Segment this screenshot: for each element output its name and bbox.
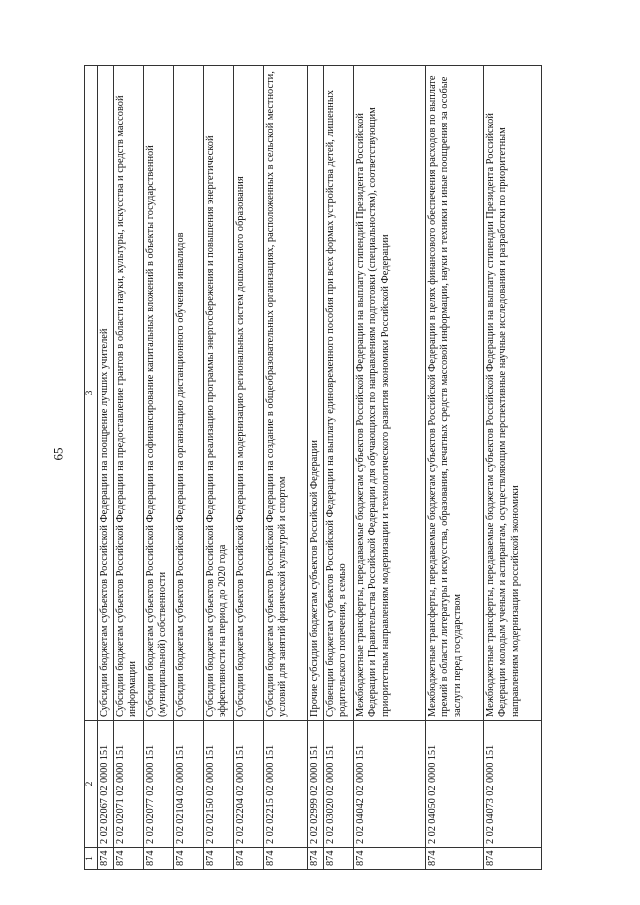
table-row	[307, 66, 323, 870]
description-cell: Субсидии бюджетам субъектов Российской Федерации на создание в общеобразовательных организациях, расположенных в сельской местности, условий для занятий физической культурой и спортом	[263, 66, 307, 721]
table-row	[483, 66, 541, 870]
header-col-2: 2	[85, 721, 98, 848]
admin-code-cell: 874	[323, 848, 353, 870]
revenue-codes-table	[84, 65, 542, 870]
rotated-page-content	[84, 66, 562, 870]
description-cell: Прочие субсидии бюджетам субъектов Российской Федерации	[307, 66, 323, 721]
admin-code-cell: 874	[353, 848, 425, 870]
admin-code-cell: 874	[203, 848, 233, 870]
budget-code-cell: 2 02 04042 02 0000 151	[353, 721, 425, 848]
table-row	[425, 66, 483, 870]
page-number: 65	[50, 447, 66, 461]
budget-code-cell: 2 02 02067 02 0000 151	[97, 721, 113, 848]
table-row	[323, 66, 353, 870]
description-cell: Субсидии бюджетам субъектов Российской Федерации на организацию дистанционного обучения инвалидов	[173, 66, 203, 721]
description-cell: Субсидии бюджетам субъектов Российской Федерации на предоставление грантов в области науки, культуры, искусства и средств массовой информации	[113, 66, 143, 721]
admin-code-cell: 874	[483, 848, 541, 870]
budget-code-cell: 2 02 02077 02 0000 151	[143, 721, 173, 848]
budget-code-cell: 2 02 02204 02 0000 151	[233, 721, 263, 848]
description-cell: Межбюджетные трансферты, передаваемые бюджетам субъектов Российской Федерации на выплату стипендий Президента Российской Федерации и Правительства Российской Федерации для обучающихся по направлениям подготовки (специальностям), соответствующим приоритетным направлениям модернизации и технологического развития экономики Российской Федерации	[353, 66, 425, 721]
budget-code-cell: 2 02 04050 02 0000 151	[425, 721, 483, 848]
table-row	[97, 66, 113, 870]
table-row	[263, 66, 307, 870]
budget-code-cell: 2 02 04073 02 0000 151	[483, 721, 541, 848]
description-cell: Субсидии бюджетам субъектов Российской Федерации на поощрение лучших учителей	[97, 66, 113, 721]
description-cell: Субвенции бюджетам субъектов Российской Федерации на выплату единовременного пособия при всех формах устройства детей, лишенных родительского попечения, в семью	[323, 66, 353, 721]
admin-code-cell: 874	[233, 848, 263, 870]
table-row	[113, 66, 143, 870]
table-row	[233, 66, 263, 870]
admin-code-cell: 874	[97, 848, 113, 870]
header-row	[85, 66, 98, 870]
description-cell: Субсидии бюджетам субъектов Российской Федерации на софинансирование капитальных вложений в объекты государственной (муниципальной) собственности	[143, 66, 173, 721]
budget-code-cell: 2 02 03020 02 0000 151	[323, 721, 353, 848]
header-col-1: 1	[85, 848, 98, 870]
table-row	[143, 66, 173, 870]
admin-code-cell: 874	[425, 848, 483, 870]
header-col-3: 3	[85, 66, 98, 721]
admin-code-cell: 874	[143, 848, 173, 870]
description-cell: Межбюджетные трансферты, передаваемые бюджетам субъектов Российской Федерации на выплату стипендии Президента Российской Федерации молодым ученым и аспирантам, осуществляющим перспективные научные исследования и разработки по приоритетным направлениям модернизации российской экономики	[483, 66, 541, 721]
admin-code-cell: 874	[307, 848, 323, 870]
table-row	[173, 66, 203, 870]
budget-code-cell: 2 02 02215 02 0000 151	[263, 721, 307, 848]
budget-code-cell: 2 02 02999 02 0000 151	[307, 721, 323, 848]
admin-code-cell: 874	[263, 848, 307, 870]
description-cell: Субсидии бюджетам субъектов Российской Федерации на реализацию программы энергосбережения и повышения энергетической эффективности на период до 2020 года	[203, 66, 233, 721]
budget-code-cell: 2 02 02150 02 0000 151	[203, 721, 233, 848]
table-row	[203, 66, 233, 870]
admin-code-cell: 874	[173, 848, 203, 870]
budget-code-cell: 2 02 02071 02 0000 151	[113, 721, 143, 848]
description-cell: Субсидии бюджетам субъектов Российской Федерации на модернизацию региональных систем дошкольного образования	[233, 66, 263, 721]
description-cell: Межбюджетные трансферты, передаваемые бюджетам субъектов Российской Федерации в целях финансового обеспечения расходов по выплате премий в области литературы и искусства, образования, печатных средств массовой информации, науки и техники и иные поощрения за особые заслуги перед государством	[425, 66, 483, 721]
table-row	[353, 66, 425, 870]
table-container	[84, 66, 562, 870]
admin-code-cell: 874	[113, 848, 143, 870]
budget-code-cell: 2 02 02104 02 0000 151	[173, 721, 203, 848]
